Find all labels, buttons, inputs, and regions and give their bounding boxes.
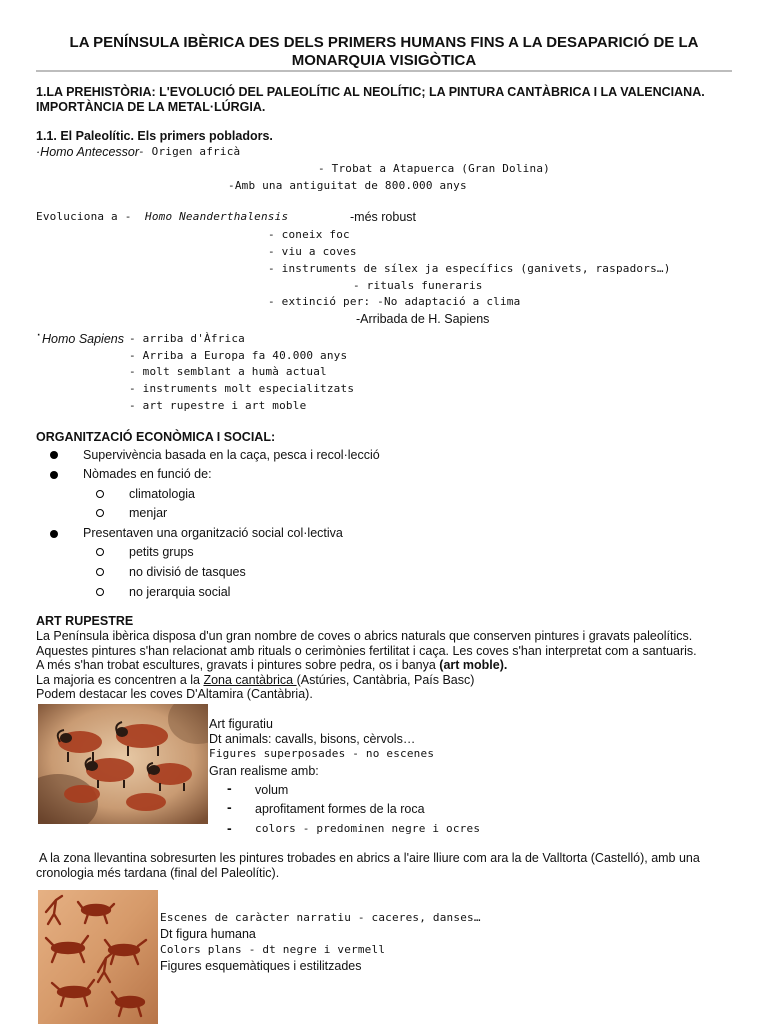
art-moble-term: (art moble). [439, 658, 508, 672]
sapiens-from-africa: - arriba d'Àfrica [129, 332, 245, 345]
bullet-circle-icon [96, 568, 104, 576]
section-heading-line1: 1.LA PREHISTÒRIA: L'EVOLUCIÓ DEL PALEOLÍTIC AL NEOLÍTIC; LA PINTURA CANTÀBRICA I LA VALENCIANA. [36, 85, 705, 99]
neanderthal-robust: -més robust [350, 210, 416, 224]
sapiens-art: - art rupestre i art moble [129, 399, 307, 412]
levant-schematic: Figures esquemàtiques i estilitzades [160, 959, 362, 973]
cantabric-animals: Dt animals: cavalls, bisons, cèrvols… [209, 732, 416, 746]
sapiens-instruments: - instruments molt especialitzats [129, 382, 355, 395]
cantabric-volume: volum [255, 783, 289, 797]
sapiens-name: Homo Sapiens [42, 332, 124, 346]
neanderthal-extinction: - extinció per: -No adaptació a clima [268, 295, 521, 308]
organization-heading: ORGANITZACIÓ ECONÒMICA I SOCIAL: [36, 430, 276, 444]
levant-human-figure: Dt figura humana [160, 927, 256, 941]
art-paragraph-4-text: La majoria es concentren a la [36, 673, 204, 687]
sapiens-similar: - molt semblant a humà actual [129, 365, 327, 378]
nomad-sub-1: climatologia [129, 487, 196, 501]
sapiens-bullet: · [36, 326, 42, 343]
neanderthal-caves: - viu a coves [268, 245, 357, 258]
social-sub-1: petits grups [129, 545, 194, 559]
altamira-cave-painting [38, 704, 208, 824]
bullet-disc-icon [50, 451, 58, 459]
levant-paragraph-line1: A la zona llevantina sobresurten les pintures trobades en abrics a l'aire lliure com ara la de Valltorta (Castelló), amb una [39, 851, 700, 865]
art-heading: ART RUPESTRE [36, 614, 134, 628]
organization-item-2: Nòmades en funció de: [83, 467, 212, 481]
art-paragraph-5: Podem destacar les coves D'Altamira (Cantàbria). [36, 687, 313, 701]
dash-bullet-icon: - [227, 799, 232, 815]
neanderthal-sapiens-arrival: -Arribada de H. Sapiens [356, 312, 490, 326]
nomad-sub-2: menjar [129, 506, 168, 520]
neanderthal-tools: - instruments de sílex ja específics (ganivets, raspadors…) [268, 262, 671, 275]
bullet-circle-icon [96, 588, 104, 596]
bullet-disc-icon [50, 530, 58, 538]
art-paragraph-4-regions: (Astúries, Cantàbria, País Basc) [296, 673, 475, 687]
art-paragraph-3 [36, 658, 736, 673]
cantabric-figurative: Art figuratiu [209, 717, 273, 731]
antecessor-age: -Amb una antiguitat de 800.000 anys [228, 179, 467, 192]
cantabric-realism: Gran realisme amb: [209, 764, 319, 778]
cantabric-colors: colors - predominen negre i ocres [255, 822, 481, 835]
valltorta-rock-painting [38, 890, 158, 1024]
neanderthal-name: Homo Neanderthalensis [145, 210, 289, 223]
art-paragraph-2: Aquestes pintures s'han relacionat amb rituals o cerimònies fertilitat i caça. Les coves s'han interpretat com a santuaris. [36, 644, 697, 658]
bullet-circle-icon [96, 548, 104, 556]
art-paragraph-3-text: A més s'han trobat escultures, gravats i pintures sobre pedra, os i banya [36, 658, 440, 672]
levant-paragraph-line2: cronologia més tardana (final del Paleolític). [36, 866, 280, 880]
title-divider [36, 70, 732, 72]
bullet-circle-icon [96, 490, 104, 498]
dash-bullet-icon: - [227, 820, 232, 836]
organization-item-3: Presentaven una organització social col·lectiva [83, 526, 343, 540]
neanderthal-rituals: - rituals funeraris [353, 279, 483, 292]
levant-narrative-scenes: Escenes de caràcter narratiu - caceres, danses… [160, 911, 481, 924]
sapiens-europe: - Arriba a Europa fa 40.000 anys [129, 349, 348, 362]
antecessor-name: ·Homo Antecessor [36, 145, 140, 159]
social-sub-2: no divisió de tasques [129, 565, 246, 579]
organization-item-1: Supervivència basada en la caça, pesca i recol·lecció [83, 448, 380, 462]
zona-cantabrica-link[interactable]: Zona cantàbrica [203, 673, 297, 687]
bullet-circle-icon [96, 509, 104, 517]
neanderthal-prefix: Evoluciona a - [36, 210, 132, 223]
section-heading-line2: IMPORTÀNCIA DE LA METAL·LÚRGIA. [36, 100, 266, 114]
bullet-disc-icon [50, 471, 58, 479]
cantabric-rock-forms: aprofitament formes de la roca [255, 802, 425, 816]
subsection-heading: 1.1. El Paleolític. Els primers pobladors. [36, 129, 273, 143]
neanderthal-fire: - coneix foc [268, 228, 350, 241]
levant-flat-colors: Colors plans - dt negre i vermell [160, 943, 386, 956]
antecessor-origin: - Origen africà [138, 145, 241, 158]
dash-bullet-icon: - [227, 780, 232, 796]
art-paragraph-1: La Península ibèrica disposa d'un gran nombre de coves o abrics naturals que conserven pintures i gravats paleolítics. [36, 629, 693, 643]
document-title: LA PENÍNSULA IBÈRICA DES DELS PRIMERS HUMANS FINS A LA DESAPARICIÓ DE LA MONARQUIA VISIGÒTICA [69, 34, 699, 69]
cantabric-superposed: Figures superposades - no escenes [209, 747, 435, 760]
art-paragraph-4 [36, 673, 736, 688]
antecessor-found: - Trobat a Atapuerca (Gran Dolina) [318, 162, 550, 175]
social-sub-3: no jerarquia social [129, 585, 231, 599]
